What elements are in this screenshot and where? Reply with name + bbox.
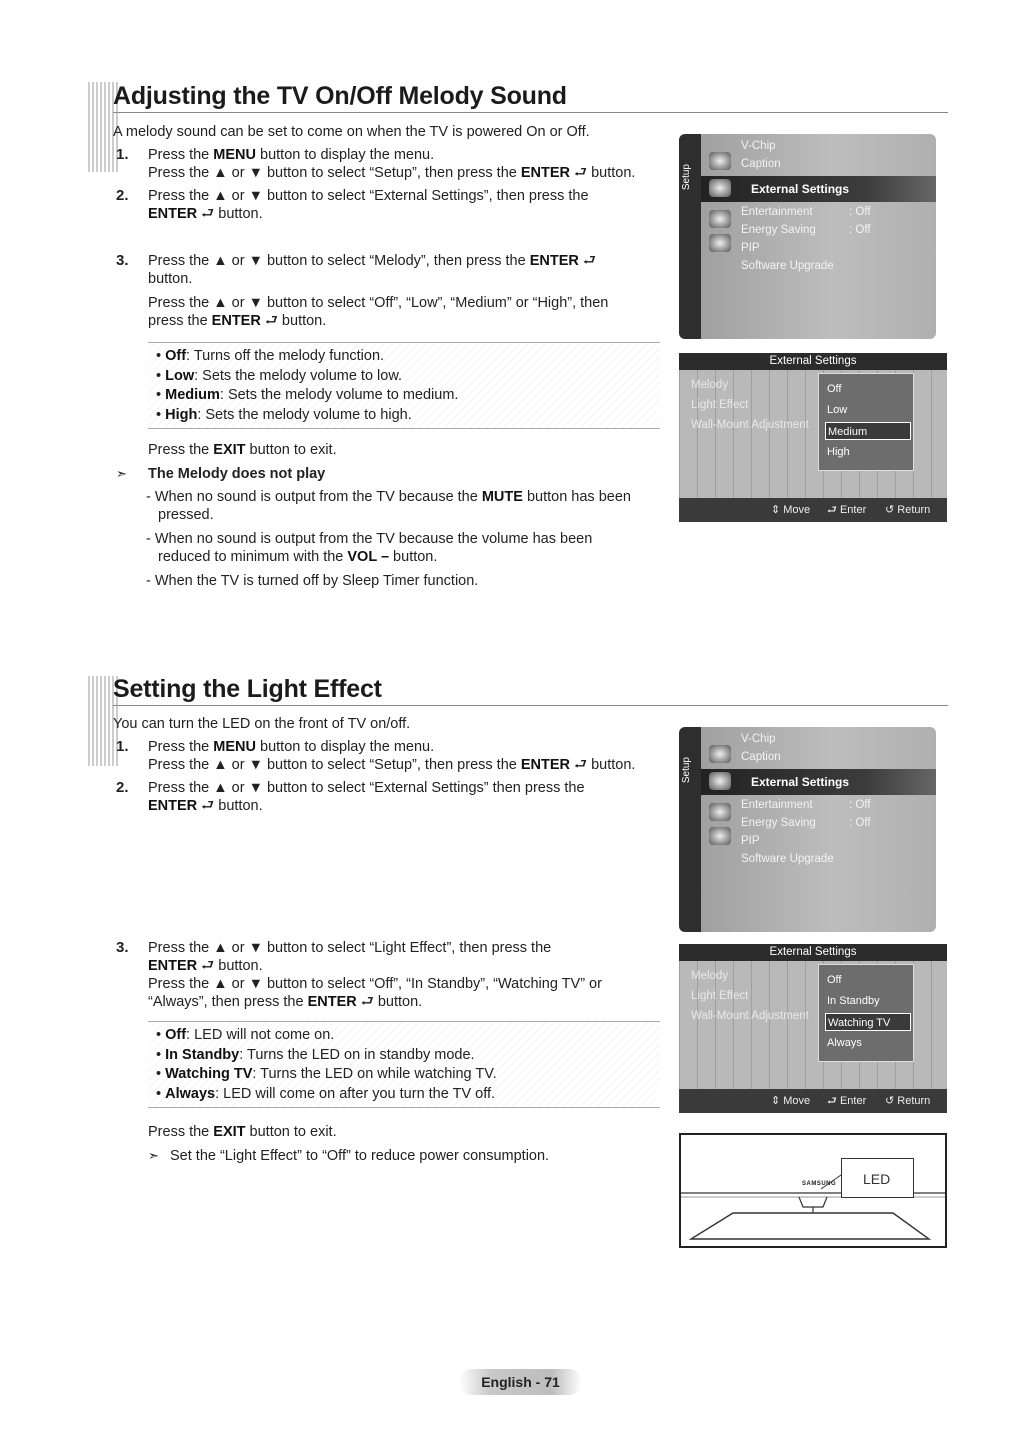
list-item: • Always: LED will come on after you turn the TV off. <box>156 1085 660 1105</box>
setting-label: Melody <box>691 379 729 391</box>
step-number: 3. <box>116 252 129 269</box>
menu-highlight: External Settings <box>701 769 936 795</box>
led-label: LED <box>863 1171 891 1187</box>
step-text: Press the MENU button to display the menu. <box>148 147 435 163</box>
setting-label: Melody <box>691 970 729 982</box>
option-list <box>148 342 660 429</box>
menu-item: Software Upgrade <box>741 853 834 865</box>
return-hint: ↺ Return <box>885 504 931 516</box>
list-item: • Low: Sets the melody volume to low. <box>156 367 660 387</box>
step-text: Press the ▲ or ▼ button to select “Off”, “In Standby”, “Watching TV” or <box>148 976 602 992</box>
menu-value: : Off <box>849 206 871 218</box>
option-item: Off <box>827 974 842 986</box>
step-text: Press the ▲ or ▼ button to select “External Settings”, then press the <box>148 188 589 204</box>
setup-tab-label: Setup <box>681 164 692 191</box>
list-item: • Medium: Sets the melody volume to medium. <box>156 386 660 406</box>
step-text: Press the ▲ or ▼ button to select “Setup”, then press the ENTER ⮐ button. <box>148 165 636 181</box>
option-popup <box>818 373 914 471</box>
note-text: - When no sound is output from the TV because the MUTE button has been <box>146 489 631 505</box>
menu-item: Entertainment <box>741 799 813 811</box>
note-text: reduced to minimum with the VOL – button. <box>158 549 438 565</box>
list-item: • Watching TV: Turns the LED on while watching TV. <box>156 1065 660 1085</box>
option-item: Low <box>827 404 848 416</box>
picture-icon <box>709 152 731 170</box>
step-text: Press the ▲ or ▼ button to select “Melody”, then press the ENTER ⮐ <box>148 253 596 269</box>
input-icon <box>709 827 731 845</box>
step-text: ENTER ⮐ button. <box>148 798 263 814</box>
gear-icon <box>709 772 731 790</box>
menu-item: PIP <box>741 835 760 847</box>
external-settings-screenshot <box>679 353 947 522</box>
enter-hint: ⮐ Enter <box>827 504 867 516</box>
menu-highlight: External Settings <box>701 176 936 202</box>
menu-value: : Off <box>849 817 871 829</box>
step-number: 2. <box>116 779 129 796</box>
note-text: - When no sound is output from the TV because the volume has been <box>146 531 593 547</box>
section-rule <box>113 705 948 706</box>
option-popup <box>818 964 914 1062</box>
move-hint: ⇕ Move <box>771 504 811 516</box>
setting-label: Light Effect <box>691 399 749 411</box>
menu-item: V-Chip <box>741 140 776 152</box>
move-hint: ⇕ Move <box>771 1095 811 1107</box>
list-item: • Off: Turns off the melody function. <box>156 347 660 367</box>
intro-text: You can turn the LED on the front of TV on/off. <box>113 716 411 732</box>
settings-icon <box>709 210 731 228</box>
step-text: Press the MENU button to display the menu. <box>148 739 435 755</box>
step-text: ENTER ⮐ button. <box>148 958 263 974</box>
exit-text: Press the EXIT button to exit. <box>148 442 337 458</box>
menu-item: V-Chip <box>741 733 776 745</box>
step-text: button. <box>148 271 193 287</box>
section-title-melody: Adjusting the TV On/Off Melody Sound <box>113 82 567 110</box>
menu-item: PIP <box>741 242 760 254</box>
step-number: 1. <box>116 146 129 163</box>
option-item: Off <box>827 383 842 395</box>
setup-menu-screenshot <box>679 134 936 339</box>
brand-logo: SAMSUNG <box>802 1181 837 1187</box>
note-text: pressed. <box>158 507 214 523</box>
option-item-selected: Medium <box>825 422 911 440</box>
option-item: Always <box>827 1037 862 1049</box>
note-heading: The Melody does not play <box>148 466 326 482</box>
gear-icon <box>709 179 731 197</box>
external-settings-screenshot <box>679 944 947 1113</box>
input-icon <box>709 234 731 252</box>
screen-header: External Settings <box>679 944 947 961</box>
note-text: Set the “Light Effect” to “Off” to reduce power consumption. <box>170 1148 550 1164</box>
picture-icon <box>709 745 731 763</box>
note-marker: ➣ <box>148 1148 159 1163</box>
screen-footer <box>679 498 947 522</box>
option-list <box>148 1021 660 1108</box>
setup-menu-screenshot <box>679 727 936 932</box>
page-number: English - 71 <box>459 1369 582 1395</box>
step-number: 3. <box>116 939 129 956</box>
menu-value: : Off <box>849 799 871 811</box>
list-item: • In Standby: Turns the LED on in standby mode. <box>156 1046 660 1066</box>
menu-item: Entertainment <box>741 206 813 218</box>
section-rule <box>113 112 948 113</box>
step-text: Press the ▲ or ▼ button to select “Light Effect”, then press the <box>148 940 552 956</box>
menu-item: Energy Saving <box>741 817 816 829</box>
settings-icon <box>709 803 731 821</box>
menu-item: Caption <box>741 158 781 170</box>
menu-value: : Off <box>849 224 871 236</box>
return-hint: ↺ Return <box>885 1095 931 1107</box>
note-marker: ➣ <box>116 466 127 481</box>
section-title-light-effect: Setting the Light Effect <box>113 675 382 703</box>
led-illustration <box>679 1133 947 1248</box>
setting-label: Wall-Mount Adjustment <box>691 1010 809 1022</box>
step-text: Press the ▲ or ▼ button to select “Off”, “Low”, “Medium” or “High”, then <box>148 295 609 311</box>
option-item: In Standby <box>827 995 880 1007</box>
screen-footer <box>679 1089 947 1113</box>
enter-hint: ⮐ Enter <box>827 1095 867 1107</box>
setting-label: Wall-Mount Adjustment <box>691 419 809 431</box>
intro-text: A melody sound can be set to come on when the TV is powered On or Off. <box>113 124 590 140</box>
option-item: High <box>827 446 850 458</box>
step-text: ENTER ⮐ button. <box>148 206 263 222</box>
note-text: - When the TV is turned off by Sleep Timer function. <box>146 573 479 589</box>
list-item: • Off: LED will not come on. <box>156 1026 660 1046</box>
step-text: Press the ▲ or ▼ button to select “Setup”, then press the ENTER ⮐ button. <box>148 757 636 773</box>
option-item-selected: Watching TV <box>825 1013 911 1031</box>
step-text: “Always”, then press the ENTER ⮐ button. <box>148 994 423 1010</box>
setting-label: Light Effect <box>691 990 749 1002</box>
screen-header: External Settings <box>679 353 947 370</box>
list-item: • High: Sets the melody volume to high. <box>156 406 660 426</box>
step-number: 1. <box>116 738 129 755</box>
step-text: press the ENTER ⮐ button. <box>148 313 327 329</box>
setup-tab-label: Setup <box>681 757 692 784</box>
exit-text: Press the EXIT button to exit. <box>148 1124 337 1140</box>
menu-item: Energy Saving <box>741 224 816 236</box>
menu-item: Caption <box>741 751 781 763</box>
menu-item: Software Upgrade <box>741 260 834 272</box>
step-text: Press the ▲ or ▼ button to select “External Settings” then press the <box>148 780 585 796</box>
step-number: 2. <box>116 187 129 204</box>
